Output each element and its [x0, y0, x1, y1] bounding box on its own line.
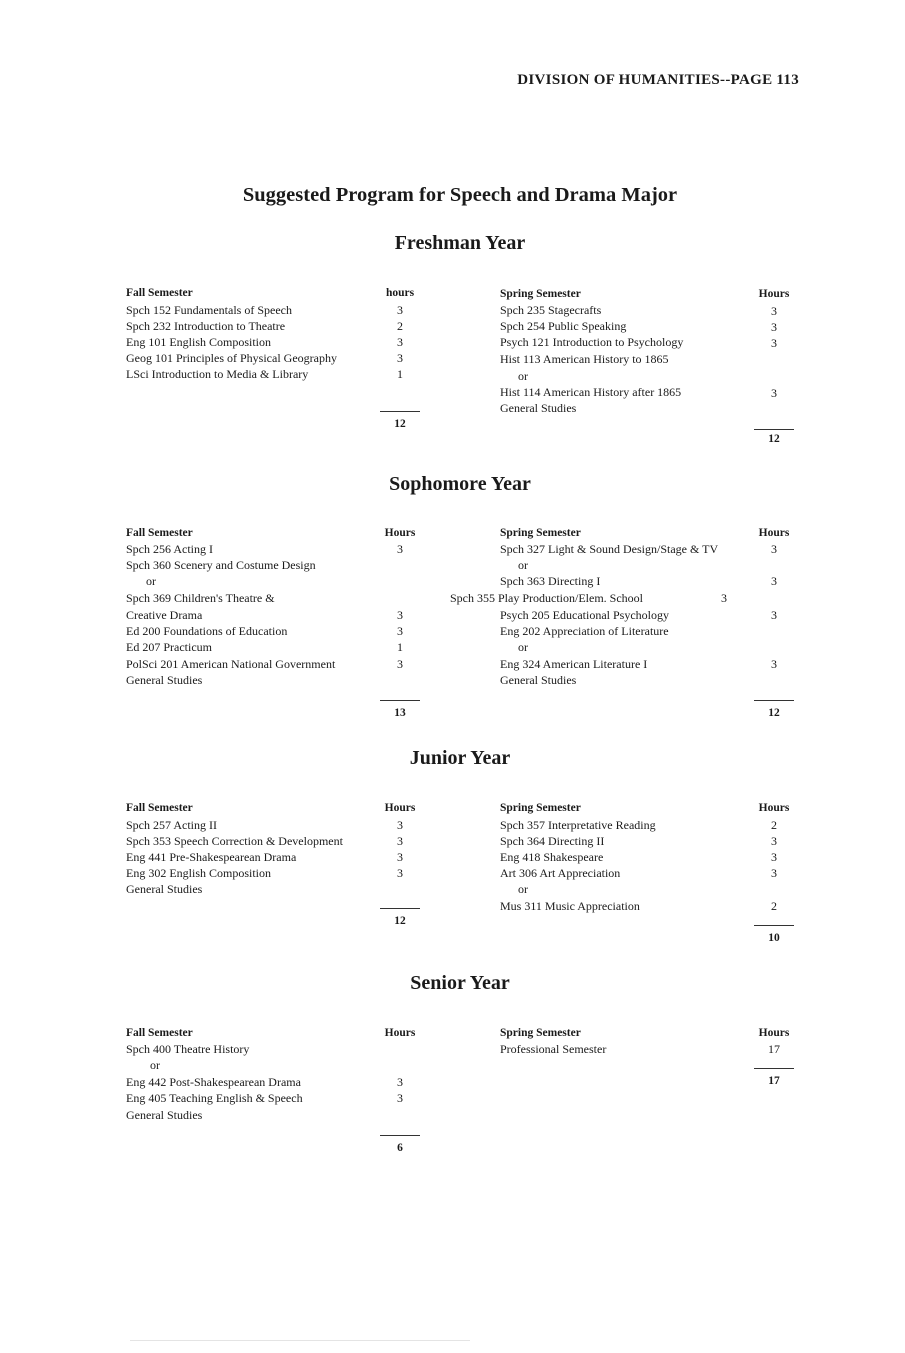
- or-row: or: [518, 882, 528, 896]
- course-hours: 3: [771, 834, 777, 848]
- or-row: or: [150, 1058, 160, 1072]
- course-row: Spch 400 Theatre History: [126, 1042, 250, 1056]
- course-hours: 3: [771, 574, 777, 588]
- course-hours: 3: [397, 657, 403, 671]
- course-hours: 3: [771, 320, 777, 334]
- freshman-spring-total: 12: [768, 433, 780, 445]
- senior-fall-header: Fall Semester: [126, 1027, 193, 1039]
- course-row: General Studies: [126, 1108, 203, 1122]
- junior-spring-total: 10: [768, 932, 780, 944]
- course-row: Creative Drama: [126, 608, 203, 622]
- sophomore-spring-header: Spring Semester: [500, 527, 581, 539]
- senior-spring-hours-header: Hours: [758, 1027, 790, 1039]
- freshman-fall-header: Fall Semester: [126, 287, 193, 299]
- course-row: General Studies: [126, 882, 203, 896]
- course-hours: 3: [397, 335, 403, 349]
- total-rule: [380, 700, 420, 701]
- freshman-spring-hours-header: Hours: [758, 288, 790, 300]
- course-row: Spch 369 Children's Theatre &: [126, 591, 275, 605]
- course-row: Spch 355 Play Production/Elem. School: [450, 591, 643, 605]
- course-hours: 3: [397, 351, 403, 365]
- freshman-fall-total: 12: [394, 418, 406, 430]
- total-rule: [754, 429, 794, 430]
- course-hours: 3: [397, 624, 403, 638]
- course-hours: 3: [397, 866, 403, 880]
- course-hours: 1: [397, 367, 403, 381]
- junior-year-title: Junior Year: [409, 747, 511, 769]
- course-row: Art 306 Art Appreciation: [500, 866, 621, 880]
- course-row: Psych 121 Introduction to Psychology: [500, 335, 684, 349]
- course-row: Psych 205 Educational Psychology: [500, 608, 669, 622]
- course-row: Spch 353 Speech Correction & Development: [126, 834, 343, 848]
- course-hours: 3: [771, 657, 777, 671]
- sophomore-fall-hours-header: Hours: [384, 527, 416, 539]
- course-row: Spch 254 Public Speaking: [500, 319, 627, 333]
- course-row: Spch 152 Fundamentals of Speech: [126, 303, 292, 317]
- total-rule: [754, 925, 794, 926]
- course-hours: 3: [397, 818, 403, 832]
- course-row: Ed 207 Practicum: [126, 640, 212, 654]
- course-hours: 3: [397, 608, 403, 622]
- senior-fall-hours-header: Hours: [384, 1027, 416, 1039]
- course-row: Spch 257 Acting II: [126, 818, 217, 832]
- total-rule: [380, 908, 420, 909]
- or-row: or: [518, 558, 528, 572]
- course-hours: 3: [397, 1075, 403, 1089]
- junior-fall-header: Fall Semester: [126, 802, 193, 814]
- freshman-year-title: Freshman Year: [394, 232, 526, 254]
- course-hours: 3: [771, 336, 777, 350]
- course-row: Geog 101 Principles of Physical Geography: [126, 351, 337, 365]
- course-row: Eng 302 English Composition: [126, 866, 272, 880]
- main-title: Suggested Program for Speech and Drama Major: [242, 184, 678, 206]
- senior-spring-header: Spring Semester: [500, 1027, 581, 1039]
- course-row: Spch 357 Interpretative Reading: [500, 818, 656, 832]
- course-row: PolSci 201 American National Government: [126, 657, 336, 671]
- course-hours: 3: [397, 834, 403, 848]
- page-header: DIVISION OF HUMANITIES--PAGE 113: [517, 72, 799, 88]
- total-rule: [754, 700, 794, 701]
- course-hours: 3: [397, 542, 403, 556]
- course-row: Spch 232 Introduction to Theatre: [126, 319, 286, 333]
- senior-year-title: Senior Year: [410, 972, 510, 994]
- course-row: Hist 113 American History to 1865: [500, 352, 669, 366]
- course-row: Eng 202 Appreciation of Literature: [500, 624, 669, 638]
- or-row: or: [518, 640, 528, 654]
- sophomore-spring-total: 12: [768, 707, 780, 719]
- junior-spring-header: Spring Semester: [500, 802, 581, 814]
- course-hours: 2: [771, 899, 777, 913]
- course-row: Eng 441 Pre-Shakespearean Drama: [126, 850, 297, 864]
- course-row: Eng 418 Shakespeare: [500, 850, 604, 864]
- course-row: Spch 363 Directing I: [500, 574, 601, 588]
- sophomore-year-title: Sophomore Year: [389, 473, 531, 495]
- course-row: Spch 360 Scenery and Costume Design: [126, 558, 316, 572]
- or-row: or: [518, 369, 528, 383]
- course-hours: 1: [397, 640, 403, 654]
- junior-fall-hours-header: Hours: [384, 802, 416, 814]
- course-hours: 2: [397, 319, 403, 333]
- total-rule: [380, 1135, 420, 1136]
- course-row: Ed 200 Foundations of Education: [126, 624, 288, 638]
- sophomore-fall-total: 13: [394, 707, 406, 719]
- course-hours: 3: [771, 542, 777, 556]
- course-row: General Studies: [500, 401, 577, 415]
- course-row: Spch 235 Stagecrafts: [500, 303, 602, 317]
- junior-spring-hours-header: Hours: [758, 802, 790, 814]
- sophomore-fall-header: Fall Semester: [126, 527, 193, 539]
- course-row: Eng 324 American Literature I: [500, 657, 648, 671]
- senior-spring-total: 17: [768, 1075, 780, 1087]
- junior-fall-total: 12: [394, 915, 406, 927]
- or-row: or: [146, 574, 156, 588]
- senior-fall-total: 6: [397, 1142, 403, 1154]
- course-hours: 2: [771, 818, 777, 832]
- course-hours: 3: [771, 866, 777, 880]
- course-row: Mus 311 Music Appreciation: [500, 899, 640, 913]
- course-row: Eng 442 Post-Shakespearean Drama: [126, 1075, 301, 1089]
- course-hours: 3: [771, 850, 777, 864]
- course-hours: 3: [771, 304, 777, 318]
- course-row: Eng 101 English Composition: [126, 335, 272, 349]
- course-row: LSci Introduction to Media & Library: [126, 367, 309, 381]
- course-hours: 3: [771, 608, 777, 622]
- course-row: General Studies: [126, 673, 203, 687]
- course-hours: 3: [771, 386, 777, 400]
- course-row: Spch 364 Directing II: [500, 834, 605, 848]
- total-rule: [754, 1068, 794, 1069]
- total-rule: [380, 411, 420, 412]
- course-hours: 17: [768, 1042, 780, 1056]
- course-row: Professional Semester: [500, 1042, 607, 1056]
- course-hours: 3: [397, 1091, 403, 1105]
- course-row: Spch 327 Light & Sound Design/Stage & TV: [500, 542, 719, 556]
- course-row: General Studies: [500, 673, 577, 687]
- course-row: Spch 256 Acting I: [126, 542, 213, 556]
- freshman-fall-hours-header: hours: [385, 287, 415, 299]
- course-hours: 3: [721, 591, 727, 605]
- course-row: Hist 114 American History after 1865: [500, 385, 682, 399]
- sophomore-spring-hours-header: Hours: [758, 527, 790, 539]
- course-hours: 3: [397, 850, 403, 864]
- freshman-spring-header: Spring Semester: [500, 288, 581, 300]
- course-row: Eng 405 Teaching English & Speech: [126, 1091, 303, 1105]
- scan-edge-line: [130, 1340, 470, 1341]
- course-hours: 3: [397, 303, 403, 317]
